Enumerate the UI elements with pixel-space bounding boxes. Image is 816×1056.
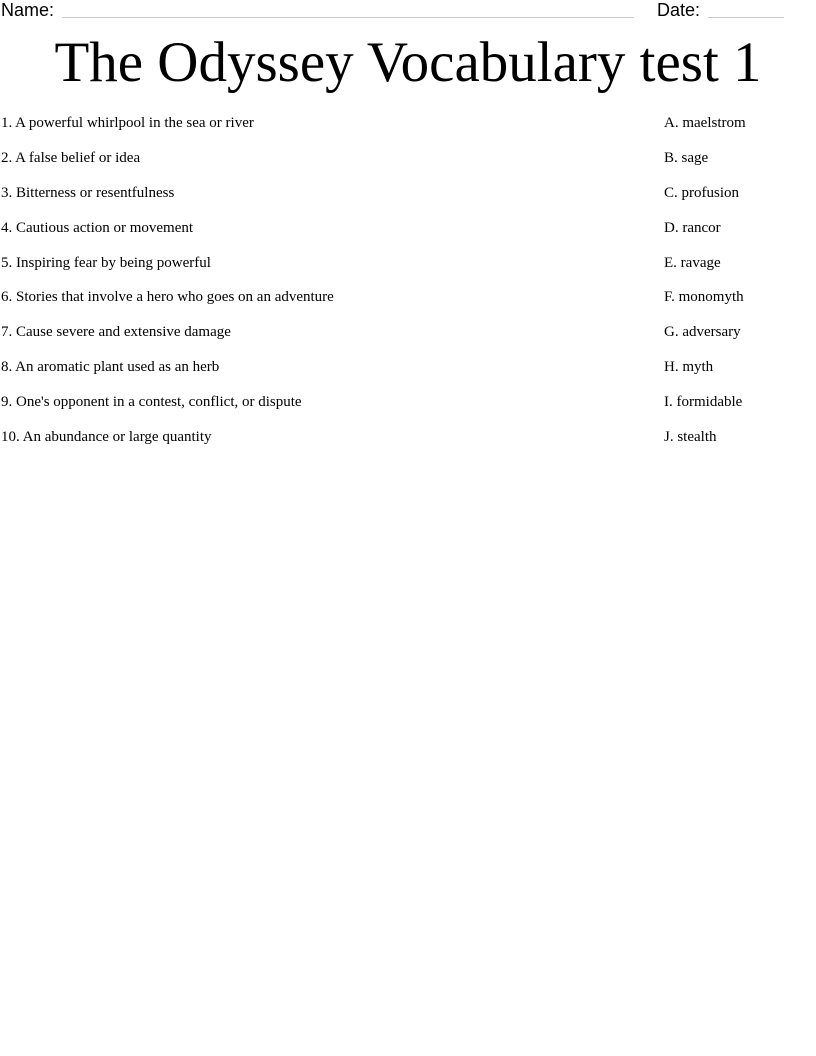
list-item [0,183,816,218]
clue-text: 6. Stories that involve a hero who goes on an adventure [1,289,334,306]
clue-text: 1. A powerful whirlpool in the sea or river [1,115,254,131]
name-blank-line [62,17,634,18]
answer-option: E. ravage [664,254,721,271]
answer-option: J. stealth [664,429,717,446]
list-item [0,148,816,183]
date-label: Date: [657,0,701,20]
answer-option: B. sage [664,149,709,166]
list-item [0,287,816,322]
list-item [0,322,816,357]
date-blank-line [708,17,784,18]
list-item [0,427,816,462]
clue-text: 4. Cautious action or movement [1,219,194,236]
answer-option: C. profusion [664,184,739,201]
answer-option: H. myth [664,359,714,376]
answer-option: I. formidable [664,394,743,411]
answer-option: D. rancor [664,219,721,236]
list-item [0,392,816,427]
page-title: The Odyssey Vocabulary test 1 [54,31,762,94]
list-item [0,357,816,392]
clue-text: 5. Inspiring fear by being powerful [1,254,211,271]
list-item [0,218,816,253]
answer-option: G. adversary [664,324,741,341]
worksheet-header [0,0,816,22]
clue-text: 10. An abundance or large quantity [1,429,212,446]
answer-option: F. monomyth [664,289,744,306]
clue-text: 3. Bitterness or resentfulness [1,184,175,201]
list-item [0,113,816,148]
name-label: Name: [1,0,55,20]
matching-list [0,113,816,462]
answer-option: A. maelstrom [664,115,746,131]
clue-text: 9. One's opponent in a contest, conflict, or dispute [1,394,302,411]
clue-text: 8. An aromatic plant used as an herb [1,359,220,376]
clue-text: 7. Cause severe and extensive damage [1,324,231,341]
clue-text: 2. A false belief or idea [1,149,141,166]
list-item [0,253,816,288]
